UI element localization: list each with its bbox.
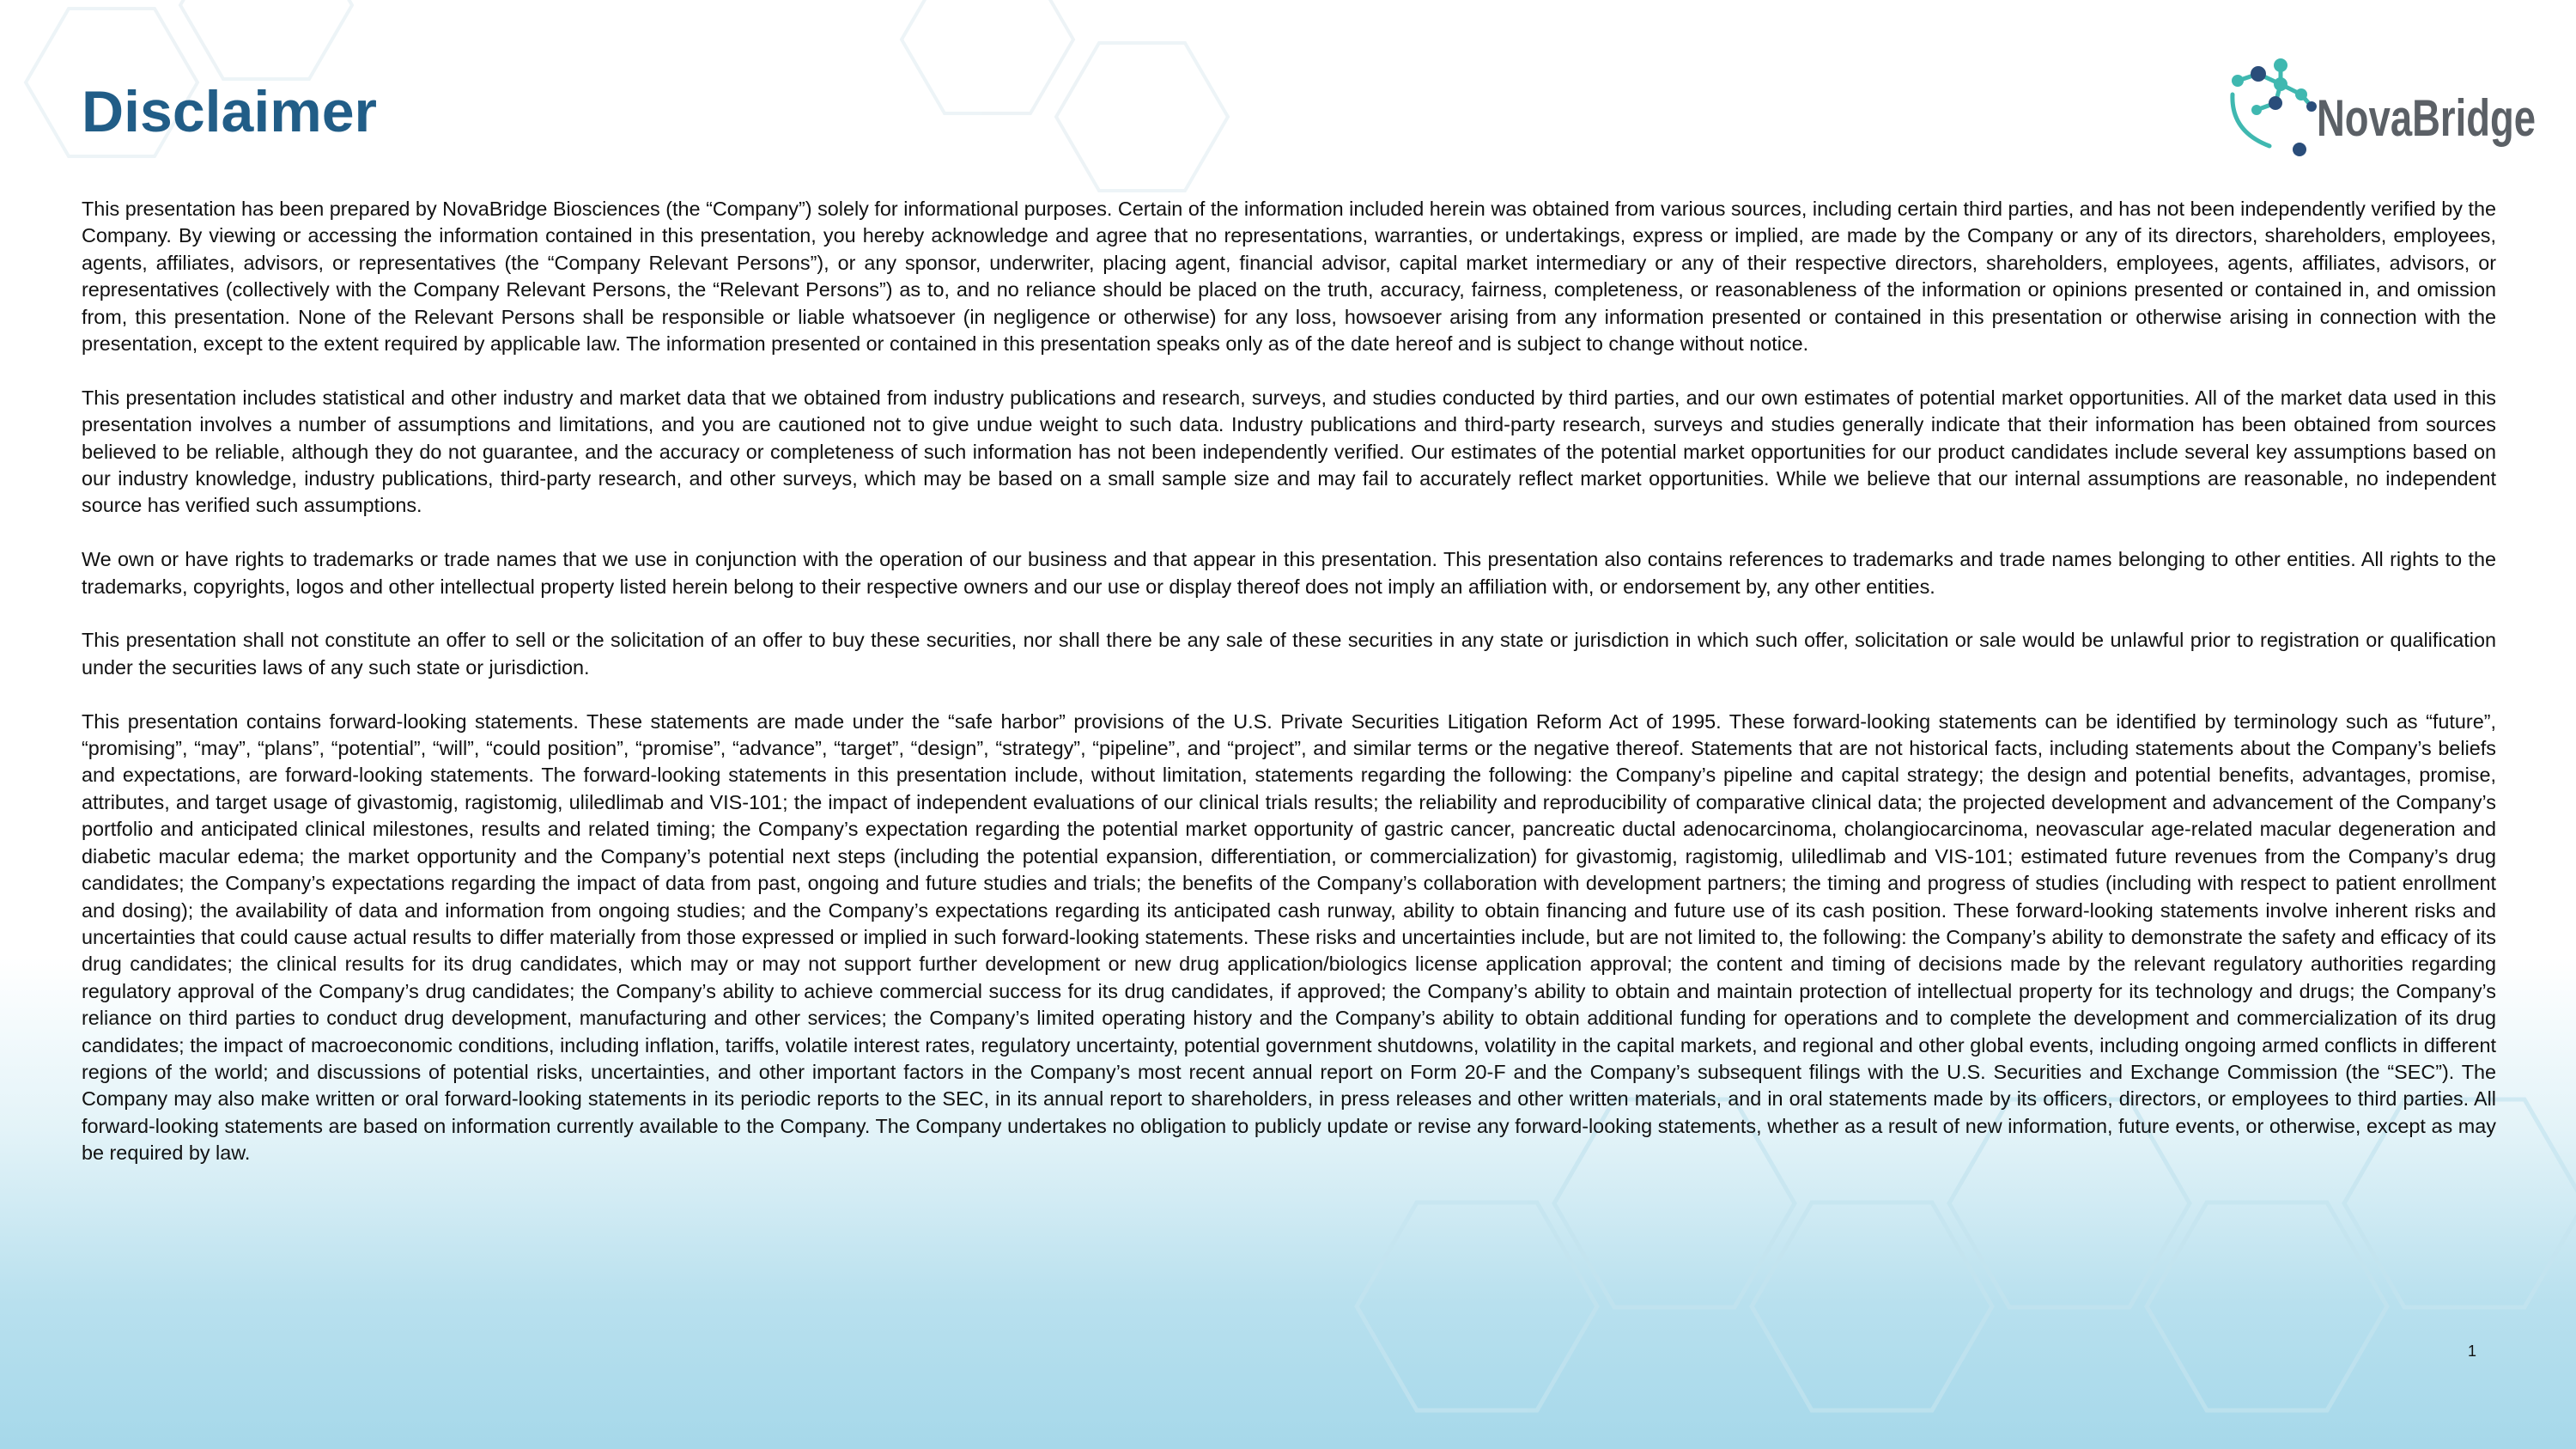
disclaimer-paragraph-4: This presentation shall not constitute an offer to sell or the solicitation of an offer to buy these securities, nor shall there be any sale of these securities in any state or jurisdiction in which such offer, solicitation or sale would be unlawful prior to registration or qualification under the securities laws of any such state or jurisdiction.	[82, 629, 2496, 679]
disclaimer-paragraph-2: This presentation includes statistical and other industry and market data that we obtained from industry publications and research, surveys, and studies conducted by third parties, and our own estimates of potential market opportunities. All of the market data used in this presentation involves a number of assumptions and limitations, and you are cautioned not to give undue weight to such data. Industry publications and third-party research, surveys and studies generally indicate that their information has been obtained from sources believed to be reliable, although they do not guarantee, and the accuracy or completeness of such information has not been independently verified. Our estimates of the potential market opportunities for our product candidates include several key assumptions based on our industry knowledge, industry publications, third-party research, and other surveys, which may be based on a small sample size and may fail to accurately reflect market opportunities. While we believe that our internal assumptions are reasonable, no independent source has verified such assumptions.	[82, 386, 2496, 517]
disclaimer-paragraph-5: This presentation contains forward-looking statements. These statements are made under the “safe harbor” provisions of the U.S. Private Securities Litigation Reform Act of 1995. These forward-looking statements can be identified by terminology such as “future”, “promising”, “may”, “plans”, “potential”, “will”, “could position”, “promise”, “advance”, “target”, “design”, “strategy”, “pipeline”, and “project”, and similar terms or the negative thereof. Statements that are not historical facts, including statements about the Company’s beliefs and expectations, are forward-looking statements. The forward-looking statements in this presentation include, without limitation, statements regarding the following: the Company’s pipeline and capital strategy; the design and potential benefits, advantages, promise, attributes, and target usage of givastomig, ragistomig, uliledlimab and VIS-101; the impact of independent evaluations of our clinical trials results; the reliability and reproducibility of comparative clinical data; the projected development and advancement of the Company’s portfolio and anticipated clinical milestones, results and related timing; the Company’s expectation regarding the potential market opportunity of gastric cancer, pancreatic ductal adenocarcinoma, cholangiocarcinoma, neovascular age-related macular degeneration and diabetic macular edema; the market opportunity and the Company’s potential next steps (including the potential expansion, differentiation, or commercialization) for givastomig, ragistomig, uliledlimab and VIS-101; estimated future revenues from the Company’s drug candidates; the Company’s expectations regarding the impact of data from past, ongoing and future studies and trials; the benefits of the Company’s collaboration with development partners; the timing and progress of studies (including with respect to patient enrollment and dosing); the availability of data and information from ongoing studies; and the Company’s expectations regarding its anticipated cash runway, ability to obtain financing and future use of its cash position. These forward-looking statements involve inherent risks and uncertainties that could cause actual results to differ materially from those expressed or implied in such forward-looking statements. These risks and uncertainties include, but are not limited to, the following: the Company’s ability to demonstrate the safety and efficacy of its drug candidates; the clinical results for its drug candidates, which may or may not support further development or new drug application/biologics license application approval; the content and timing of decisions made by the relevant regulatory authorities regarding regulatory approval of the Company’s drug candidates; the Company’s ability to achieve commercial success for its drug candidates, if approved; the Company’s ability to obtain and maintain protection of intellectual property for its technology and drugs; the Company’s reliance on third parties to conduct drug development, manufacturing and other services; the Company’s limited operating history and the Company’s ability to obtain additional funding for operations and to complete the development and commercialization of its drug candidates; the impact of macroeconomic conditions, including inflation, tariffs, volatile interest rates, regulatory uncertainty, potential government shutdowns, volatility in the capital markets, and regional and other global events, including ongoing armed conflicts in different regions of the world; and discussions of potential risks, uncertainties, and other important factors in the Company’s most recent annual report on Form 20-F and the Company’s subsequent filings with the U.S. Securities and Exchange Commission (the “SEC”). The Company may also make written or oral forward-looking statements in its periodic reports to the SEC, in its annual report to shareholders, in press releases and other written materials, and in oral statements made by its officers, directors, or employees to third parties. All forward-looking statements are based on information currently available to the Company. The Company undertakes no obligation to publicly update or revise any forward-looking statements, whether as a result of new information, future events, or otherwise, except as may be required by law.	[82, 709, 2496, 1165]
page-number: 1	[2467, 1342, 2476, 1360]
slide-title: Disclaimer	[82, 79, 377, 144]
disclaimer-paragraph-1: This presentation has been prepared by NovaBridge Biosciences (the “Company”) solely for informational purposes. Certain of the information included herein was obtained from various sources, including certain third parties, and has not been independently verified by the Company. By viewing or accessing the information contained in this presentation, you hereby acknowledge and agree that no representations, warranties, or undertakings, express or implied, are made by the Company or any of its directors, shareholders, employees, agents, affiliates, advisors, or representatives (the “Company Relevant Persons”), or any sponsor, underwriter, placing agent, financial advisor, capital market intermediary or any of their respective directors, shareholders, employees, agents, affiliates, advisors, or representatives (collectively with the Company Relevant Persons, the “Relevant Persons”) as to, and no reliance should be placed on the truth, accuracy, fairness, completeness, or reasonableness of the information or opinions presented or contained in, and omission from, this presentation. None of the Relevant Persons shall be responsible or liable whatsoever (in negligence or otherwise) for any loss, howsoever arising from any information presented or contained in this presentation or otherwise arising in connection with the presentation, except to the extent required by applicable law. The information presented or contained in this presentation speaks only as of the date hereof and is subject to change without notice.	[82, 198, 2496, 356]
logo-wordmark: NovaBridge	[2317, 89, 2536, 147]
molecule-network-icon	[2222, 50, 2542, 166]
novabridge-logo	[2222, 50, 2542, 166]
disclaimer-body	[82, 196, 2496, 1194]
disclaimer-paragraph-3: We own or have rights to trademarks or trade names that we use in conjunction with the operation of our business and that appear in this presentation. This presentation also contains references to trademarks and trade names belonging to other entities. All rights to the trademarks, copyrights, logos and other intellectual property listed herein belong to their respective owners and our use or display thereof does not imply an affiliation with, or endorsement by, any other entities.	[82, 548, 2496, 598]
